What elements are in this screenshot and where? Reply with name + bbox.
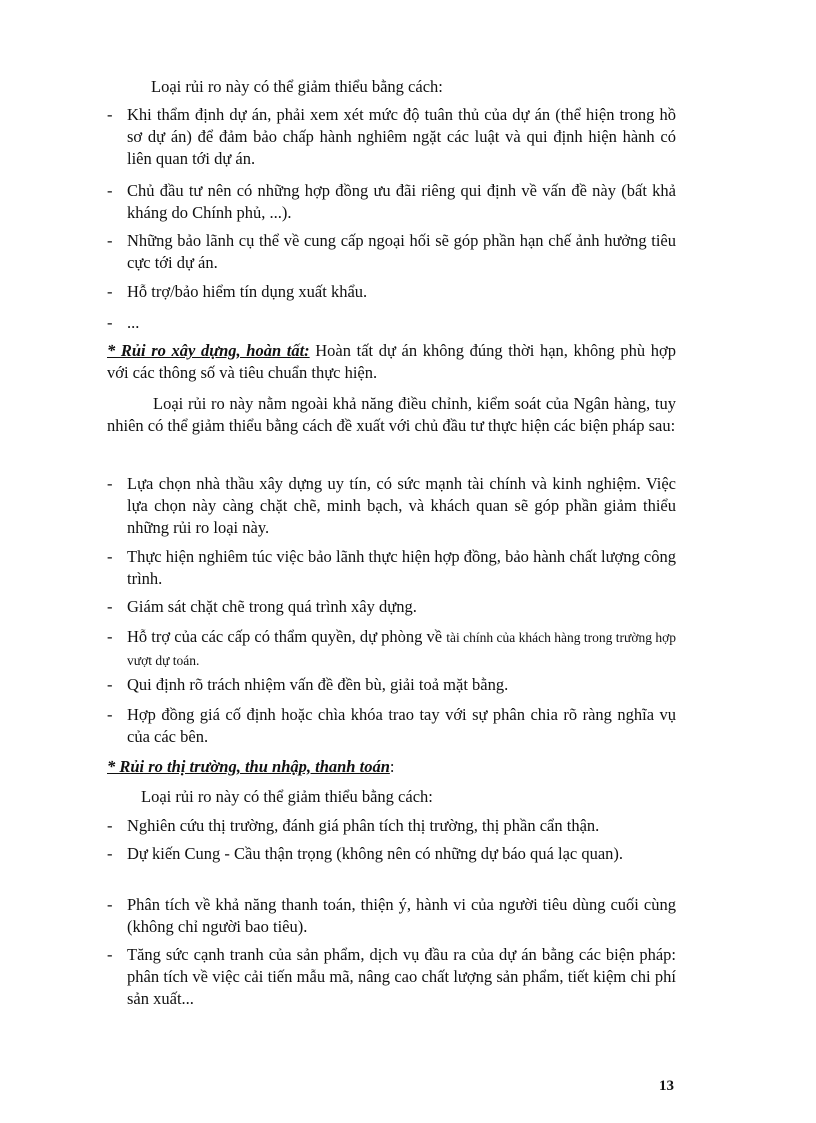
list-item: - Chủ đầu tư nên có những hợp đồng ưu đãi riêng qui định về vấn đề này (bất khả kháng do Chính phủ, ...). xyxy=(107,181,676,222)
list-item: - Khi thẩm định dự án, phải xem xét mức độ tuân thủ của dự án (thể hiện trong hồ sơ dự án) để đảm bảo chấp hành nghiêm ngặt các luật và qui định hiện hành có liên quan tới dự án. xyxy=(107,105,676,168)
section3-heading-paragraph: * Rủi ro thị trường, thu nhập, thanh toán: xyxy=(107,757,395,776)
list-item: - Hỗ trợ/bảo hiểm tín dụng xuất khẩu. xyxy=(107,282,368,301)
list-item: - Lựa chọn nhà thầu xây dựng uy tín, có sức mạnh tài chính và kinh nghiệm. Việc lựa chọn này càng chặt chẽ, minh bạch, và khách quan sẽ góp phần giảm thiểu những rủi ro loại này. xyxy=(107,474,676,537)
list-item: - Giám sát chặt chẽ trong quá trình xây dựng. xyxy=(107,597,417,616)
section2-intro: Loại rủi ro này nằm ngoài khả năng điều chỉnh, kiểm soát của Ngân hàng, tuy nhiên có thể giảm thiểu bằng cách đề xuất với chủ đầu tư thực hiện các biện pháp sau: xyxy=(107,394,676,435)
list-item: - Hợp đồng giá cố định hoặc chìa khóa trao tay với sự phân chia rõ ràng nghĩa vụ của các bên. xyxy=(107,705,676,746)
list-item: - Thực hiện nghiêm túc việc bảo lãnh thực hiện hợp đồng, bảo hành chất lượng công trình. xyxy=(107,547,676,588)
list-item: - Nghiên cứu thị trường, đánh giá phân tích thị trường, thị phần cẩn thận. xyxy=(107,816,600,835)
list-item: - Tăng sức cạnh tranh của sản phẩm, dịch vụ đầu ra của dự án bằng các biện pháp: phân tích về việc cải tiến mẫu mã, nâng cao chất lượng sản phẩm, tiết kiệm chi phí sản xuất... xyxy=(107,945,676,1008)
list-item: - Phân tích về khả năng thanh toán, thiện ý, hành vi của người tiêu dùng cuối cùng (không chỉ người bao tiêu). xyxy=(107,895,676,936)
section-heading: * Rủi ro thị trường, thu nhập, thanh toán xyxy=(107,757,390,776)
list-item: - ... xyxy=(107,313,140,332)
section2-heading-paragraph: * Rủi ro xây dựng, hoàn tất: Hoàn tất dự án không đúng thời hạn, không phù hợp với các thông số và tiêu chuẩn thực hiện. xyxy=(107,341,676,382)
section1-intro: Loại rủi ro này có thể giảm thiểu bằng cách: xyxy=(151,77,443,96)
section3-intro: Loại rủi ro này có thể giảm thiểu bằng cách: xyxy=(141,787,433,806)
list-item: - Dự kiến Cung - Cầu thận trọng (không nên có những dự báo quá lạc quan). xyxy=(107,844,624,863)
list-item: - Hỗ trợ của các cấp có thẩm quyền, dự phòng về tài chính của khách hàng trong trường hợp vượt dự toán. xyxy=(107,627,676,668)
page-number: 13 xyxy=(659,1078,674,1094)
list-item: - Qui định rõ trách nhiệm vấn đề đền bù, giải toả mặt bằng. xyxy=(107,675,509,694)
list-item: - Những bảo lãnh cụ thể về cung cấp ngoại hối sẽ góp phần hạn chế ảnh hưởng tiêu cực tới dự án. xyxy=(107,231,676,272)
section-heading: * Rủi ro xây dựng, hoàn tất: xyxy=(107,341,310,360)
